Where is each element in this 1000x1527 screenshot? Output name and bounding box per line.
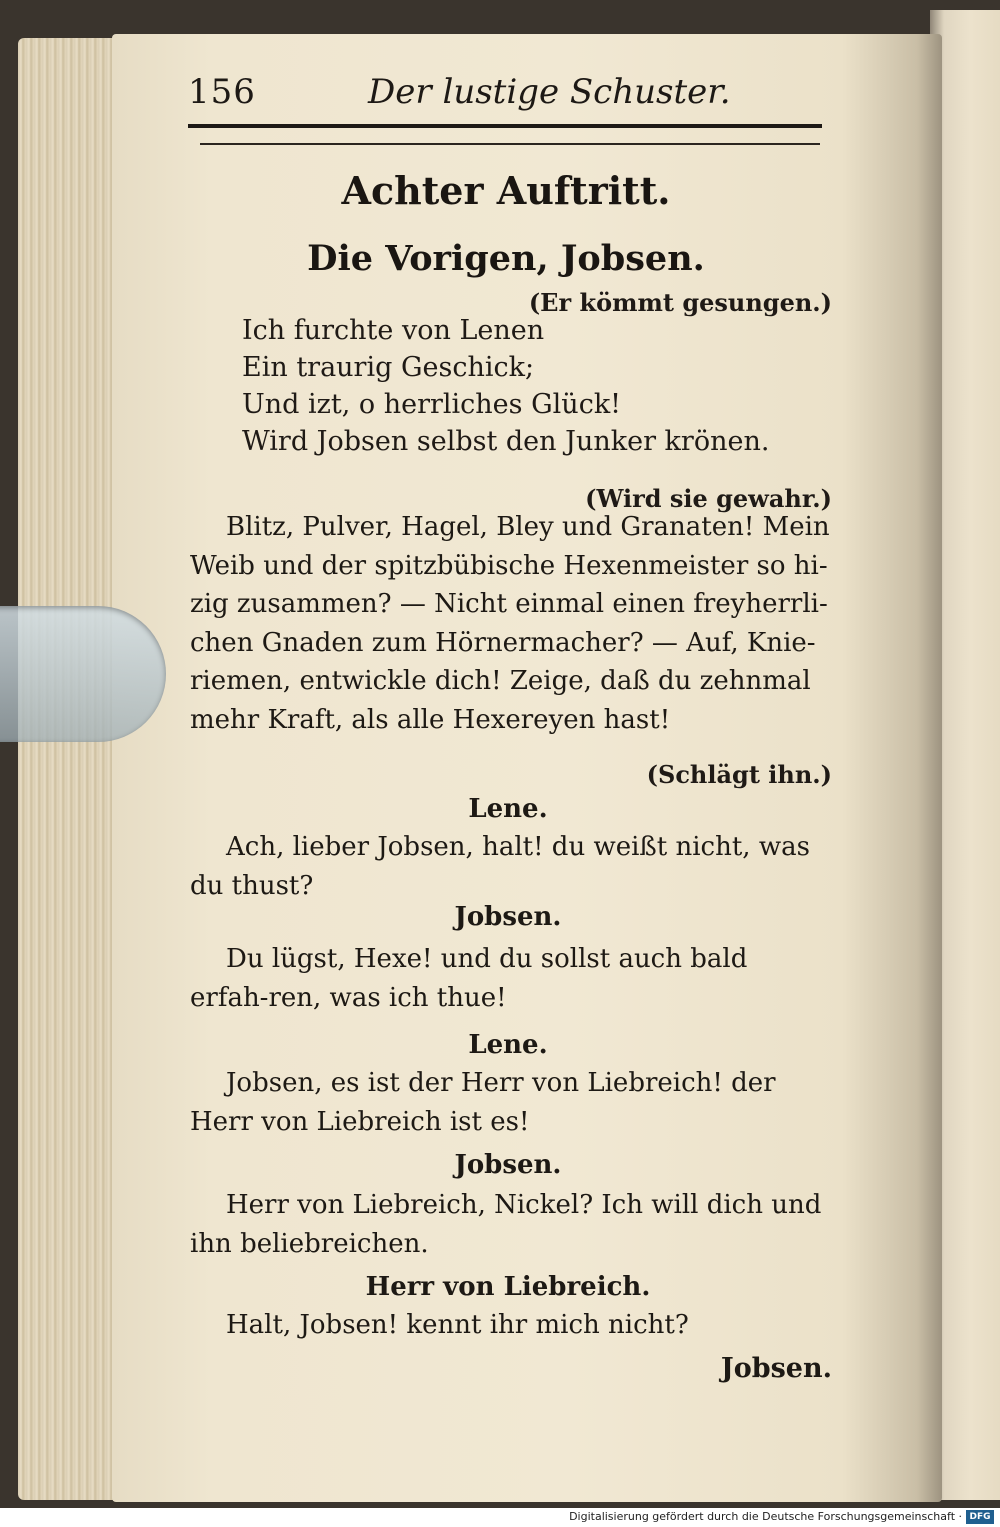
stage-direction-notice: (Wird sie gewahr.) xyxy=(585,484,832,513)
dialogue-text xyxy=(190,1064,832,1141)
speech-text: Blitz, Pulver, Hagel, Bley und Granaten! Mein Weib und der spitzbübische Hexenmeister so hi-zig zusammen? — Nicht einmal einen freyherrli-chen Gnaden zum Hörnermacher? — Auf, Knie-riemen, entwickle dich! Zeige, daß du zehnmal mehr Kraft, als alle Hexereyen hast! xyxy=(190,512,830,735)
dfg-logo-icon: DFG xyxy=(966,1510,994,1524)
stage-direction-strike: (Schlägt ihn.) xyxy=(646,760,832,789)
catchword: Jobsen. xyxy=(720,1353,832,1384)
dialogue-line: Jobsen, es ist der Herr von Liebreich! der Herr von Liebreich ist es! xyxy=(190,1068,776,1137)
dialogue-text xyxy=(190,1186,832,1263)
speaker-name: Lene. xyxy=(468,1030,548,1060)
stage-direction-enter: (Er kömmt gesungen.) xyxy=(528,288,832,317)
song-line: Wird Jobsen selbst den Junker krönen. xyxy=(242,426,770,457)
dialogue-line: Herr von Liebreich, Nickel? Ich will dich und ihn beliebreichen. xyxy=(190,1190,822,1259)
speaker-name: Jobsen. xyxy=(454,902,562,932)
dialogue-line: Halt, Jobsen! kennt ihr mich nicht? xyxy=(226,1310,689,1340)
song-line: Ein traurig Geschick; xyxy=(242,352,535,383)
page-header xyxy=(188,72,828,122)
running-title: Der lustige Schuster. xyxy=(368,72,731,112)
dialogue-line: Du lügst, Hexe! und du sollst auch bald erfah-ren, was ich thue! xyxy=(190,944,748,1013)
dialogue-line: Ach, lieber Jobsen, halt! du weißt nicht, was du thust? xyxy=(190,832,810,901)
scene-characters: Die Vorigen, Jobsen. xyxy=(307,238,705,279)
header-rule xyxy=(188,124,822,128)
digitization-credit: Digitalisierung gefördert durch die Deutsche Forschungsgemeinschaft · xyxy=(569,1510,962,1523)
dialogue-text xyxy=(190,828,832,905)
song-line: Und izt, o herrliches Glück! xyxy=(242,389,622,420)
speech-jobsen xyxy=(190,508,832,739)
song-verse xyxy=(242,312,802,460)
glass-page-weight xyxy=(0,606,166,742)
dialogue-text xyxy=(190,940,832,1017)
speaker-name: Jobsen. xyxy=(454,1150,562,1180)
dialogue-text xyxy=(190,1306,832,1345)
scene-title: Achter Auftritt. xyxy=(341,168,671,213)
song-line: Ich furchte von Lenen xyxy=(242,315,545,346)
speaker-name: Lene. xyxy=(468,794,548,824)
page-number: 156 xyxy=(188,72,256,112)
header-rule-thin xyxy=(200,143,820,145)
speaker-name: Herr von Liebreich. xyxy=(365,1272,651,1302)
